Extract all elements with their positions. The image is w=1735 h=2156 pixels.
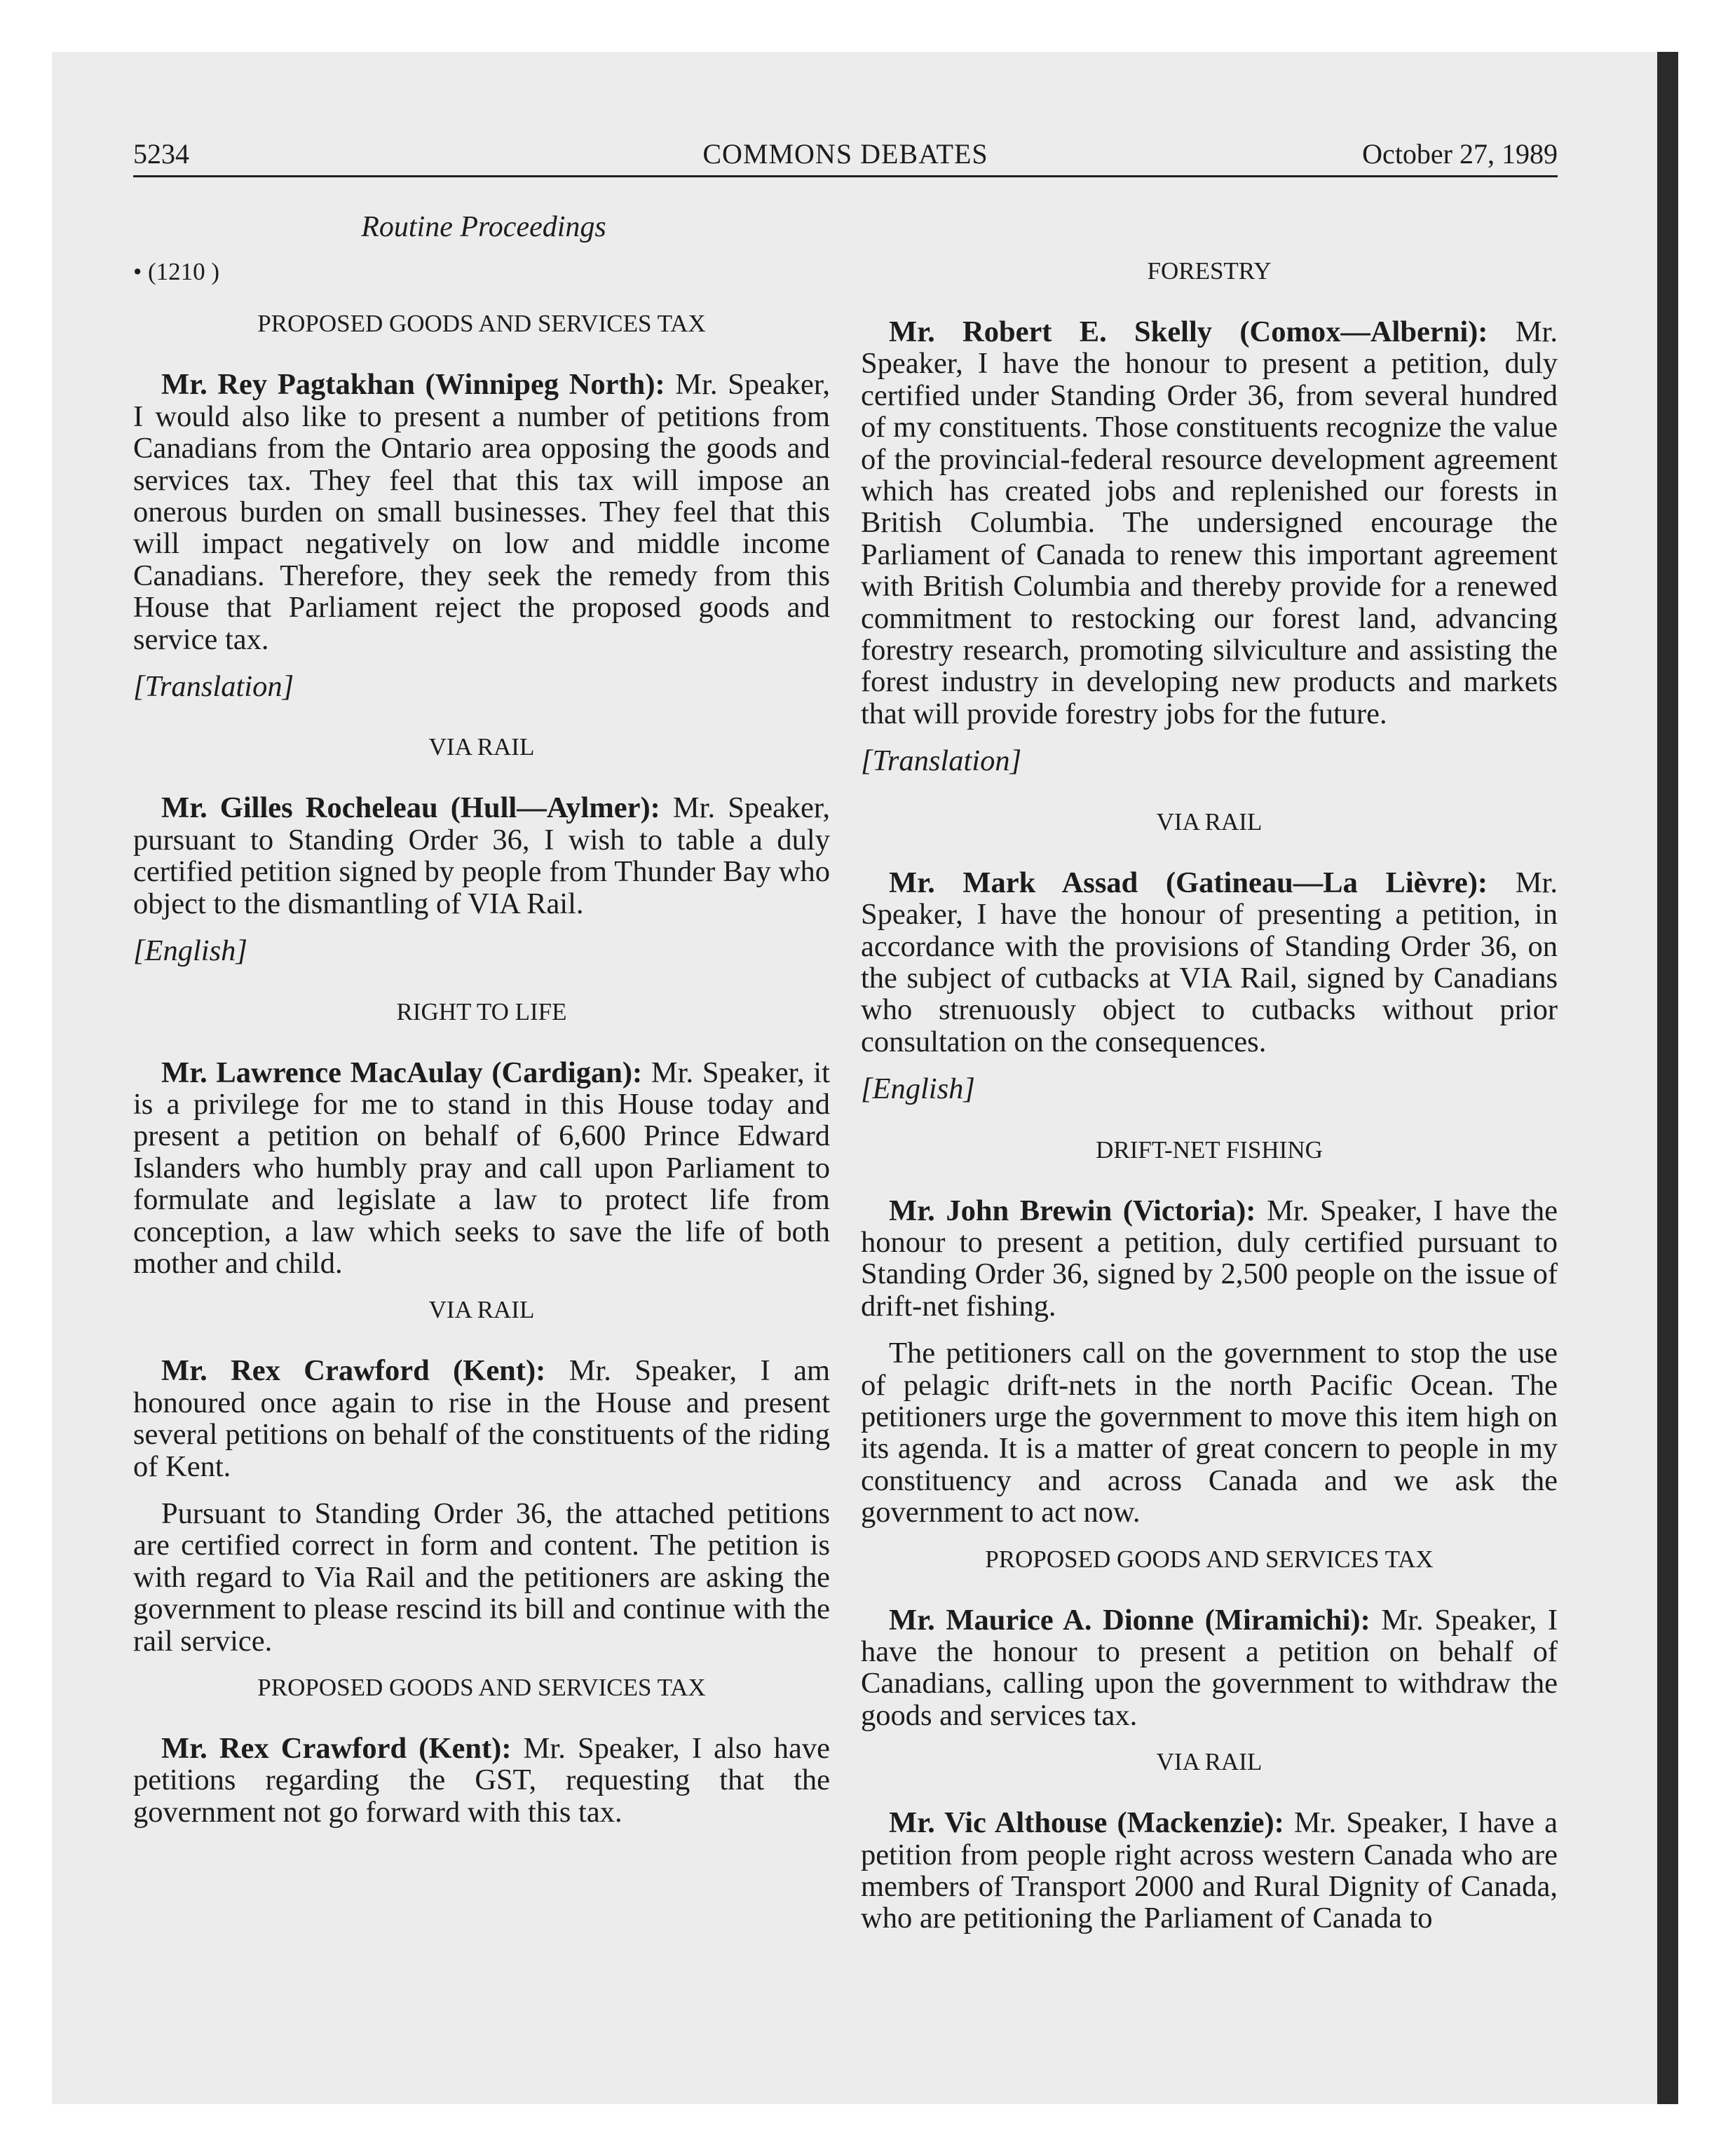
speech-text: Mr. Speaker, I have a petition from people right across western Canada who are members of Transport 2000 and Rural Dignity of Canada, who are petitioning the Parliament of Canada to — [861, 1806, 1558, 1935]
publication-title: COMMONS DEBATES — [702, 138, 988, 170]
speech-paragraph — [861, 316, 1558, 730]
speech-text: Mr. Speaker, I have the honour to present a petition, duly certified under Standing Order 36, from several hundred of my constituents. Those constituents recognize the value of the provincial-federal resource development agreement which has created jobs and replenished our forests in British Columbia. The undersigned encourage the Parliament of Canada to renew this important agreement with British Columbia and thereby provide for a renewed commitment to restocking our forest land, advancing forestry research, promoting silviculture and assisting the forest industry in developing new products and markets that will provide forestry jobs for the future. — [861, 315, 1558, 730]
speaker-name: Mr. Rey Pagtakhan (Winnipeg North): — [161, 368, 665, 402]
speech-paragraph — [861, 867, 1558, 1058]
speech-paragraph — [133, 369, 830, 655]
speaker-name: Mr. John Brewin (Victoria): — [889, 1194, 1256, 1227]
speech-paragraph — [133, 1355, 830, 1482]
section-heading: PROPOSED GOODS AND SERVICES TAX — [257, 1674, 706, 1701]
scan-edge-shadow — [1657, 52, 1678, 2104]
speaker-name: Mr. Vic Althouse (Mackenzie): — [889, 1806, 1284, 1840]
speaker-name: Mr. Maurice A. Dionne (Miramichi): — [889, 1603, 1370, 1637]
speech-text: Mr. Speaker, I have the honour to present a petition, duly certified pursuant to Standing Order 36, signed by 2,500 people on the issue of drift-net fishing. — [861, 1194, 1558, 1323]
section-heading: VIA RAIL — [428, 1296, 535, 1324]
page-header — [133, 133, 1558, 177]
language-marker: [Translation] — [133, 670, 294, 704]
speech-paragraph — [861, 1807, 1558, 1935]
section-heading: VIA RAIL — [428, 733, 535, 761]
running-head: Routine Proceedings — [361, 211, 606, 243]
section-heading: DRIFT-NET FISHING — [1096, 1135, 1323, 1164]
section-heading: PROPOSED GOODS AND SERVICES TAX — [985, 1545, 1434, 1573]
page-number: 5234 — [133, 138, 189, 170]
right-column — [861, 256, 1558, 1950]
speech-text: Mr. Speaker, I would also like to present a number of petitions from Canadians from the Ontario area opposing the goods and services tax. They feel that this tax will impose an onerous burden on small businesses. They feel that this will impact negatively on low and middle income Canadians. Therefore, they seek the remedy from this House that Parliament reject the proposed goods and service tax. — [133, 368, 830, 656]
speech-paragraph — [133, 1057, 830, 1280]
section-heading: FORESTRY — [1147, 257, 1272, 285]
left-column — [133, 256, 830, 1843]
section-heading: PROPOSED GOODS AND SERVICES TAX — [257, 310, 706, 338]
speaker-name: Mr. Robert E. Skelly (Comox—Alberni): — [889, 315, 1488, 348]
time-marker: • (1210 ) — [133, 258, 220, 285]
speech-paragraph — [861, 1337, 1558, 1528]
speech-paragraph — [861, 1604, 1558, 1732]
speech-paragraph — [133, 1498, 830, 1657]
speech-text: Mr. Speaker, I have the honour of presenting a petition, in accordance with the provisions of Standing Order 36, on the subject of cutbacks at VIA Rail, signed by Canadians who strenuously object to cutbacks without prior consultation on the consequences. — [861, 866, 1558, 1058]
speech-text: Mr. Speaker, I have the honour to present a petition on behalf of Canadians, calling upon the government to withdraw the goods and services tax. — [861, 1603, 1558, 1732]
language-marker: [English] — [133, 934, 247, 968]
speaker-name: Mr. Mark Assad (Gatineau—La Lièvre): — [889, 866, 1488, 899]
speaker-name: Mr. Rex Crawford (Kent): — [161, 1354, 546, 1388]
speaker-name: Mr. Rex Crawford (Kent): — [161, 1732, 512, 1765]
speech-text: Mr. Speaker, pursuant to Standing Order 36, I wish to table a duly certified petition signed by people from Thunder Bay who object to the dismantling of VIA Rail. — [133, 791, 830, 920]
section-heading: VIA RAIL — [1156, 807, 1263, 835]
speech-text: The petitioners call on the government to stop the use of pelagic drift-nets in the north Pacific Ocean. The petitioners urge the government to move this item high on its agenda. It is a matter of great concern to people in my constituency and across Canada and we ask the government to act now. — [861, 1337, 1558, 1529]
speech-paragraph — [133, 792, 830, 920]
speech-text: Mr. Speaker, I am honoured once again to rise in the House and present several petitions on behalf of the constituents of the riding of Kent. — [133, 1354, 831, 1483]
speaker-name: Mr. Lawrence MacAulay (Cardigan): — [161, 1056, 643, 1089]
section-heading: RIGHT TO LIFE — [396, 997, 567, 1025]
language-marker: [English] — [861, 1072, 975, 1106]
page-date: October 27, 1989 — [1362, 138, 1558, 170]
speech-paragraph — [861, 1195, 1558, 1323]
language-marker: [Translation] — [861, 744, 1022, 778]
speaker-name: Mr. Gilles Rocheleau (Hull—Aylmer): — [161, 791, 660, 825]
speech-paragraph — [133, 1733, 830, 1828]
speech-text: Mr. Speaker, it is a privilege for me to stand in this House today and present a petition on behalf of 6,600 Prince Edward Islanders who humbly pray and call upon Parliament to formulate and legislate a law to protect life from conception, a law which seeks to save the life of both mother and child. — [133, 1056, 830, 1280]
section-heading: VIA RAIL — [1156, 1748, 1263, 1776]
speech-text: Mr. Speaker, I also have petitions regarding the GST, requesting that the government not go forward with this tax. — [133, 1732, 830, 1829]
speech-text: Pursuant to Standing Order 36, the attached petitions are certified correct in form and content. The petition is with regard to Via Rail and the petitioners are asking the government to please rescind its bill and continue with the rail service. — [133, 1496, 830, 1658]
